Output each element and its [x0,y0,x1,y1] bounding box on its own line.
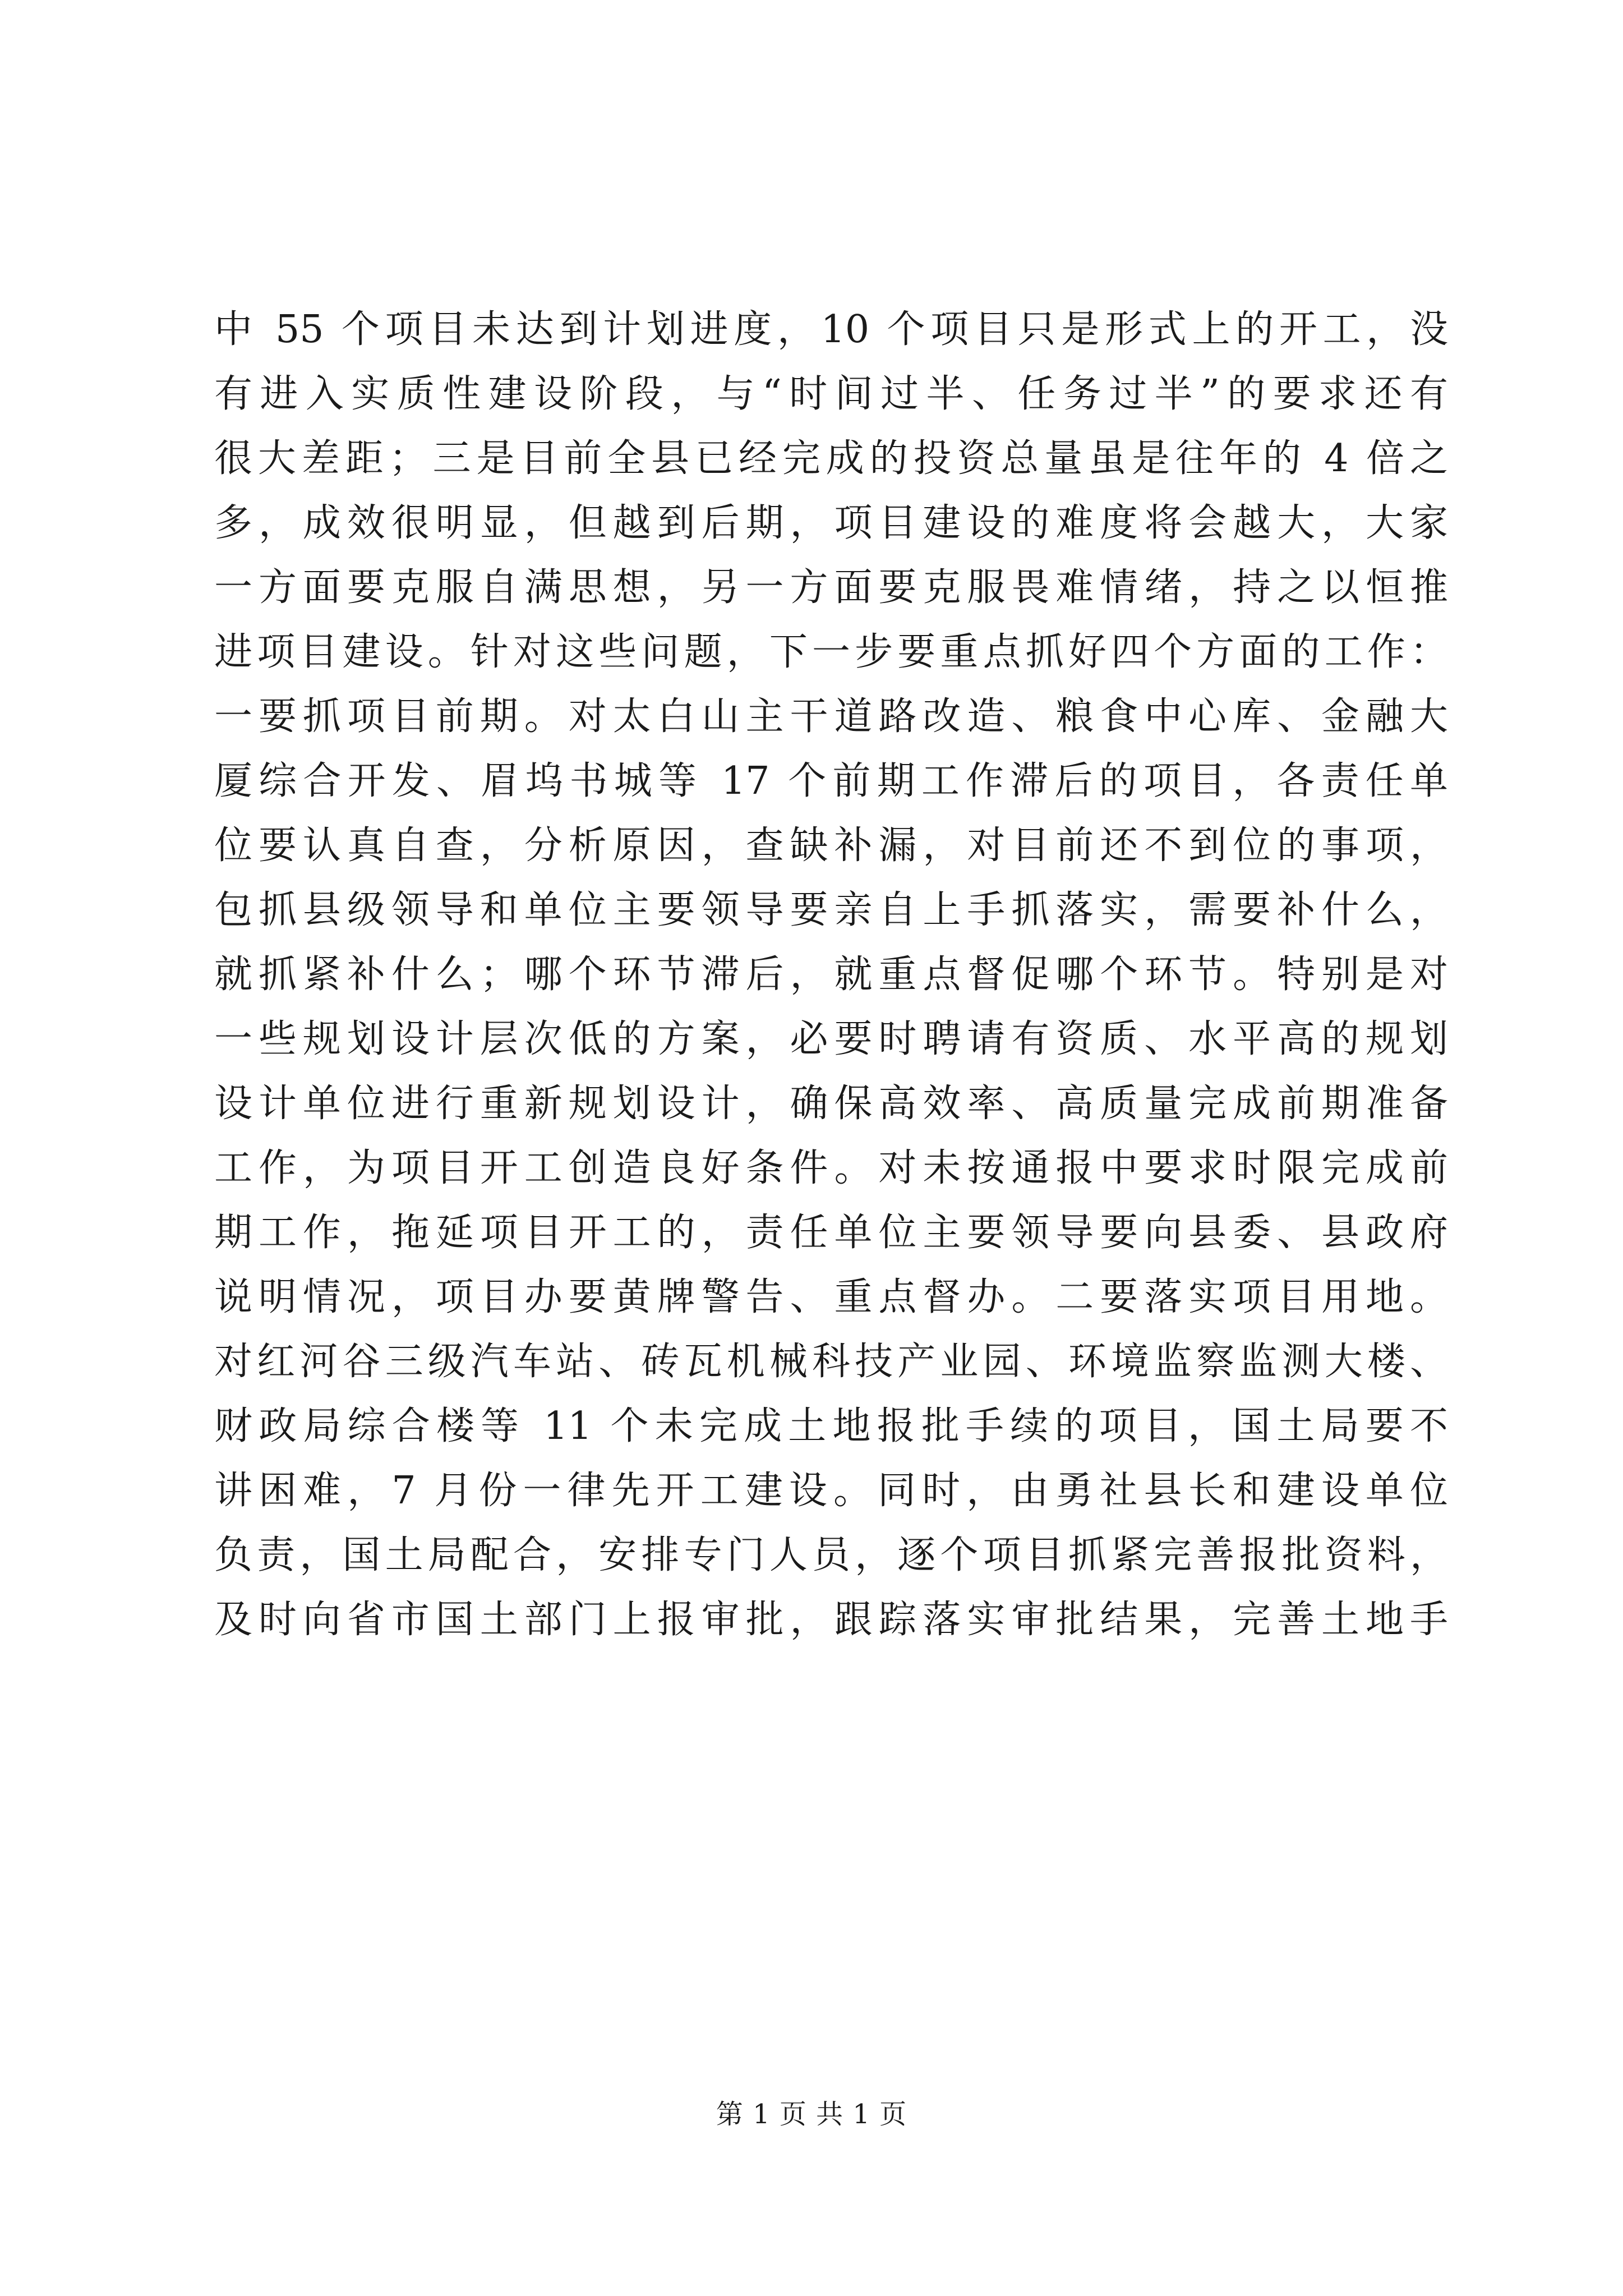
text-line: 厦综合开发、眉坞书城等 17 个前期工作滞后的项目，各责任单 [214,759,1448,803]
body-text [214,297,1448,1652]
page-number: 第 1 页 共 1 页 [716,2099,907,2130]
text-line: 一些规划设计层次低的方案，必要时聘请有资质、水平高的规划 [214,1017,1448,1061]
text-line: 及时向省市国土部门上报审批，跟踪落实审批结果，完善土地手 [214,1598,1448,1642]
text-line: 讲困难，7 月份一律先开工建设。同时，由勇社县长和建设单位 [214,1469,1448,1513]
text-line: 多，成效很明显，但越到后期，项目建设的难度将会越大，大家 [214,501,1448,545]
text-line: 设计单位进行重新规划设计，确保高效率、高质量完成前期准备 [214,1082,1448,1126]
text-line: 一方面要克服自满思想，另一方面要克服畏难情绪，持之以恒推 [214,565,1448,610]
text-line: 包抓县级领导和单位主要领导要亲自上手抓落实，需要补什么， [214,888,1448,932]
text-line: 进项目建设。针对这些问题，下一步要重点抓好四个方面的工作： [214,630,1448,674]
text-line: 就抓紧补什么；哪个环节滞后，就重点督促哪个环节。特别是对 [214,953,1448,997]
text-line: 财政局综合楼等 11 个未完成土地报批手续的项目，国土局要不 [214,1404,1448,1448]
text-line: 工作，为项目开工创造良好条件。对未按通报中要求时限完成前 [214,1146,1448,1190]
text-line: 位要认真自查，分析原因，查缺补漏，对目前还不到位的事项， [214,823,1448,868]
text-line: 说明情况，项目办要黄牌警告、重点督办。二要落实项目用地。 [214,1275,1448,1319]
text-line: 很大差距；三是目前全县已经完成的投资总量虽是往年的 4 倍之 [214,436,1448,481]
text-line: 有进入实质性建设阶段，与“时间过半、任务过半”的要求还有 [214,372,1448,416]
text-line: 一要抓项目前期。对太白山主干道路改造、粮食中心库、金融大 [214,694,1448,739]
text-line: 中 55 个项目未达到计划进度，10 个项目只是形式上的开工，没 [214,307,1448,352]
text-line: 负责，国土局配合，安排专门人员，逐个项目抓紧完善报批资料， [214,1533,1448,1577]
text-line: 对红河谷三级汽车站、砖瓦机械科技产业园、环境监察监测大楼、 [214,1340,1448,1384]
text-line: 期工作，拖延项目开工的，责任单位主要领导要向县委、县政府 [214,1211,1448,1255]
page-footer [0,2092,1623,2131]
